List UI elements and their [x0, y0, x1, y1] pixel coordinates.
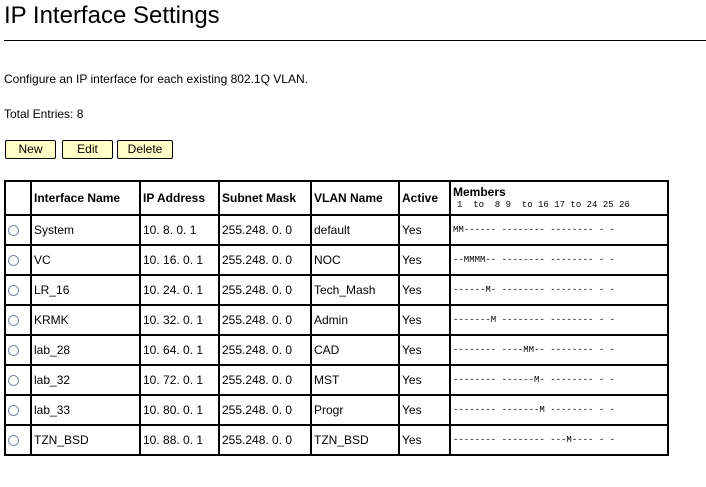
cell-members: --MMMM-- -------- -------- - -: [450, 245, 668, 275]
total-entries: Total Entries: 8: [4, 107, 84, 121]
cell-vlan-name: NOC: [311, 245, 399, 275]
cell-vlan-name: Tech_Mash: [311, 275, 399, 305]
cell-subnet-mask: 255.248. 0. 0: [219, 305, 311, 335]
cell-interface-name: lab_28: [31, 335, 140, 365]
cell-interface-name: lab_32: [31, 365, 140, 395]
cell-subnet-mask: 255.248. 0. 0: [219, 275, 311, 305]
cell-active: Yes: [399, 365, 450, 395]
cell-active: Yes: [399, 305, 450, 335]
header-select: [5, 181, 31, 215]
page-description: Configure an IP interface for each existing 802.1Q VLAN.: [4, 72, 308, 86]
members-port-scale: 1 to 8 9 to 16 17 to 24 25 26: [457, 200, 630, 210]
header-vlan-name: VLAN Name: [311, 181, 399, 215]
header-ip-address: IP Address: [140, 181, 219, 215]
page-title: IP Interface Settings: [4, 2, 220, 29]
cell-vlan-name: TZN_BSD: [311, 425, 399, 455]
row-select-radio[interactable]: [8, 345, 19, 356]
cell-ip-address: 10. 32. 0. 1: [140, 305, 219, 335]
table-header-row: [5, 181, 668, 215]
cell-members: MM------ -------- -------- - -: [450, 215, 668, 245]
delete-button[interactable]: Delete: [117, 140, 173, 159]
cell-ip-address: 10. 64. 0. 1: [140, 335, 219, 365]
cell-members: -------- ------M- -------- - -: [450, 365, 668, 395]
cell-ip-address: 10. 8. 0. 1: [140, 215, 219, 245]
cell-vlan-name: default: [311, 215, 399, 245]
cell-interface-name: VC: [31, 245, 140, 275]
cell-subnet-mask: 255.248. 0. 0: [219, 215, 311, 245]
cell-active: Yes: [399, 425, 450, 455]
cell-active: Yes: [399, 215, 450, 245]
edit-button[interactable]: Edit: [62, 140, 113, 159]
members-title: Members: [453, 185, 506, 199]
row-select-radio[interactable]: [8, 225, 19, 236]
row-select-radio[interactable]: [8, 405, 19, 416]
title-divider: [4, 40, 706, 41]
cell-interface-name: KRMK: [31, 305, 140, 335]
table-row[interactable]: [5, 305, 668, 335]
cell-interface-name: LR_16: [31, 275, 140, 305]
ip-interface-table: [4, 180, 669, 456]
header-active: Active: [399, 181, 450, 215]
cell-select: [5, 245, 31, 275]
cell-members: ------M- -------- -------- - -: [450, 275, 668, 305]
row-select-radio[interactable]: [8, 255, 19, 266]
table-row[interactable]: [5, 215, 668, 245]
cell-select: [5, 215, 31, 245]
cell-subnet-mask: 255.248. 0. 0: [219, 245, 311, 275]
table-row[interactable]: [5, 275, 668, 305]
cell-ip-address: 10. 72. 0. 1: [140, 365, 219, 395]
cell-subnet-mask: 255.248. 0. 0: [219, 395, 311, 425]
cell-subnet-mask: 255.248. 0. 0: [219, 335, 311, 365]
cell-active: Yes: [399, 245, 450, 275]
header-members: [450, 181, 668, 215]
row-select-radio[interactable]: [8, 315, 19, 326]
cell-select: [5, 335, 31, 365]
cell-interface-name: lab_33: [31, 395, 140, 425]
cell-select: [5, 425, 31, 455]
table-row[interactable]: [5, 245, 668, 275]
header-subnet-mask: Subnet Mask: [219, 181, 311, 215]
cell-vlan-name: CAD: [311, 335, 399, 365]
cell-members: -------- ----MM-- -------- - -: [450, 335, 668, 365]
cell-vlan-name: Progr: [311, 395, 399, 425]
cell-interface-name: TZN_BSD: [31, 425, 140, 455]
cell-select: [5, 365, 31, 395]
cell-active: Yes: [399, 335, 450, 365]
row-select-radio[interactable]: [8, 285, 19, 296]
cell-active: Yes: [399, 275, 450, 305]
cell-select: [5, 395, 31, 425]
cell-active: Yes: [399, 395, 450, 425]
cell-subnet-mask: 255.248. 0. 0: [219, 365, 311, 395]
header-interface-name: Interface Name: [31, 181, 140, 215]
cell-select: [5, 275, 31, 305]
cell-vlan-name: MST: [311, 365, 399, 395]
cell-interface-name: System: [31, 215, 140, 245]
cell-ip-address: 10. 16. 0. 1: [140, 245, 219, 275]
row-select-radio[interactable]: [8, 375, 19, 386]
cell-ip-address: 10. 24. 0. 1: [140, 275, 219, 305]
table-row[interactable]: [5, 395, 668, 425]
cell-members: -------- -------- ---M---- - -: [450, 425, 668, 455]
cell-select: [5, 305, 31, 335]
table-row[interactable]: [5, 365, 668, 395]
cell-vlan-name: Admin: [311, 305, 399, 335]
cell-members: -------M -------- -------- - -: [450, 305, 668, 335]
cell-members: -------- -------M -------- - -: [450, 395, 668, 425]
cell-subnet-mask: 255.248. 0. 0: [219, 425, 311, 455]
table-row[interactable]: [5, 425, 668, 455]
cell-ip-address: 10. 80. 0. 1: [140, 395, 219, 425]
row-select-radio[interactable]: [8, 435, 19, 446]
table-row[interactable]: [5, 335, 668, 365]
cell-ip-address: 10. 88. 0. 1: [140, 425, 219, 455]
new-button[interactable]: New: [5, 140, 56, 159]
